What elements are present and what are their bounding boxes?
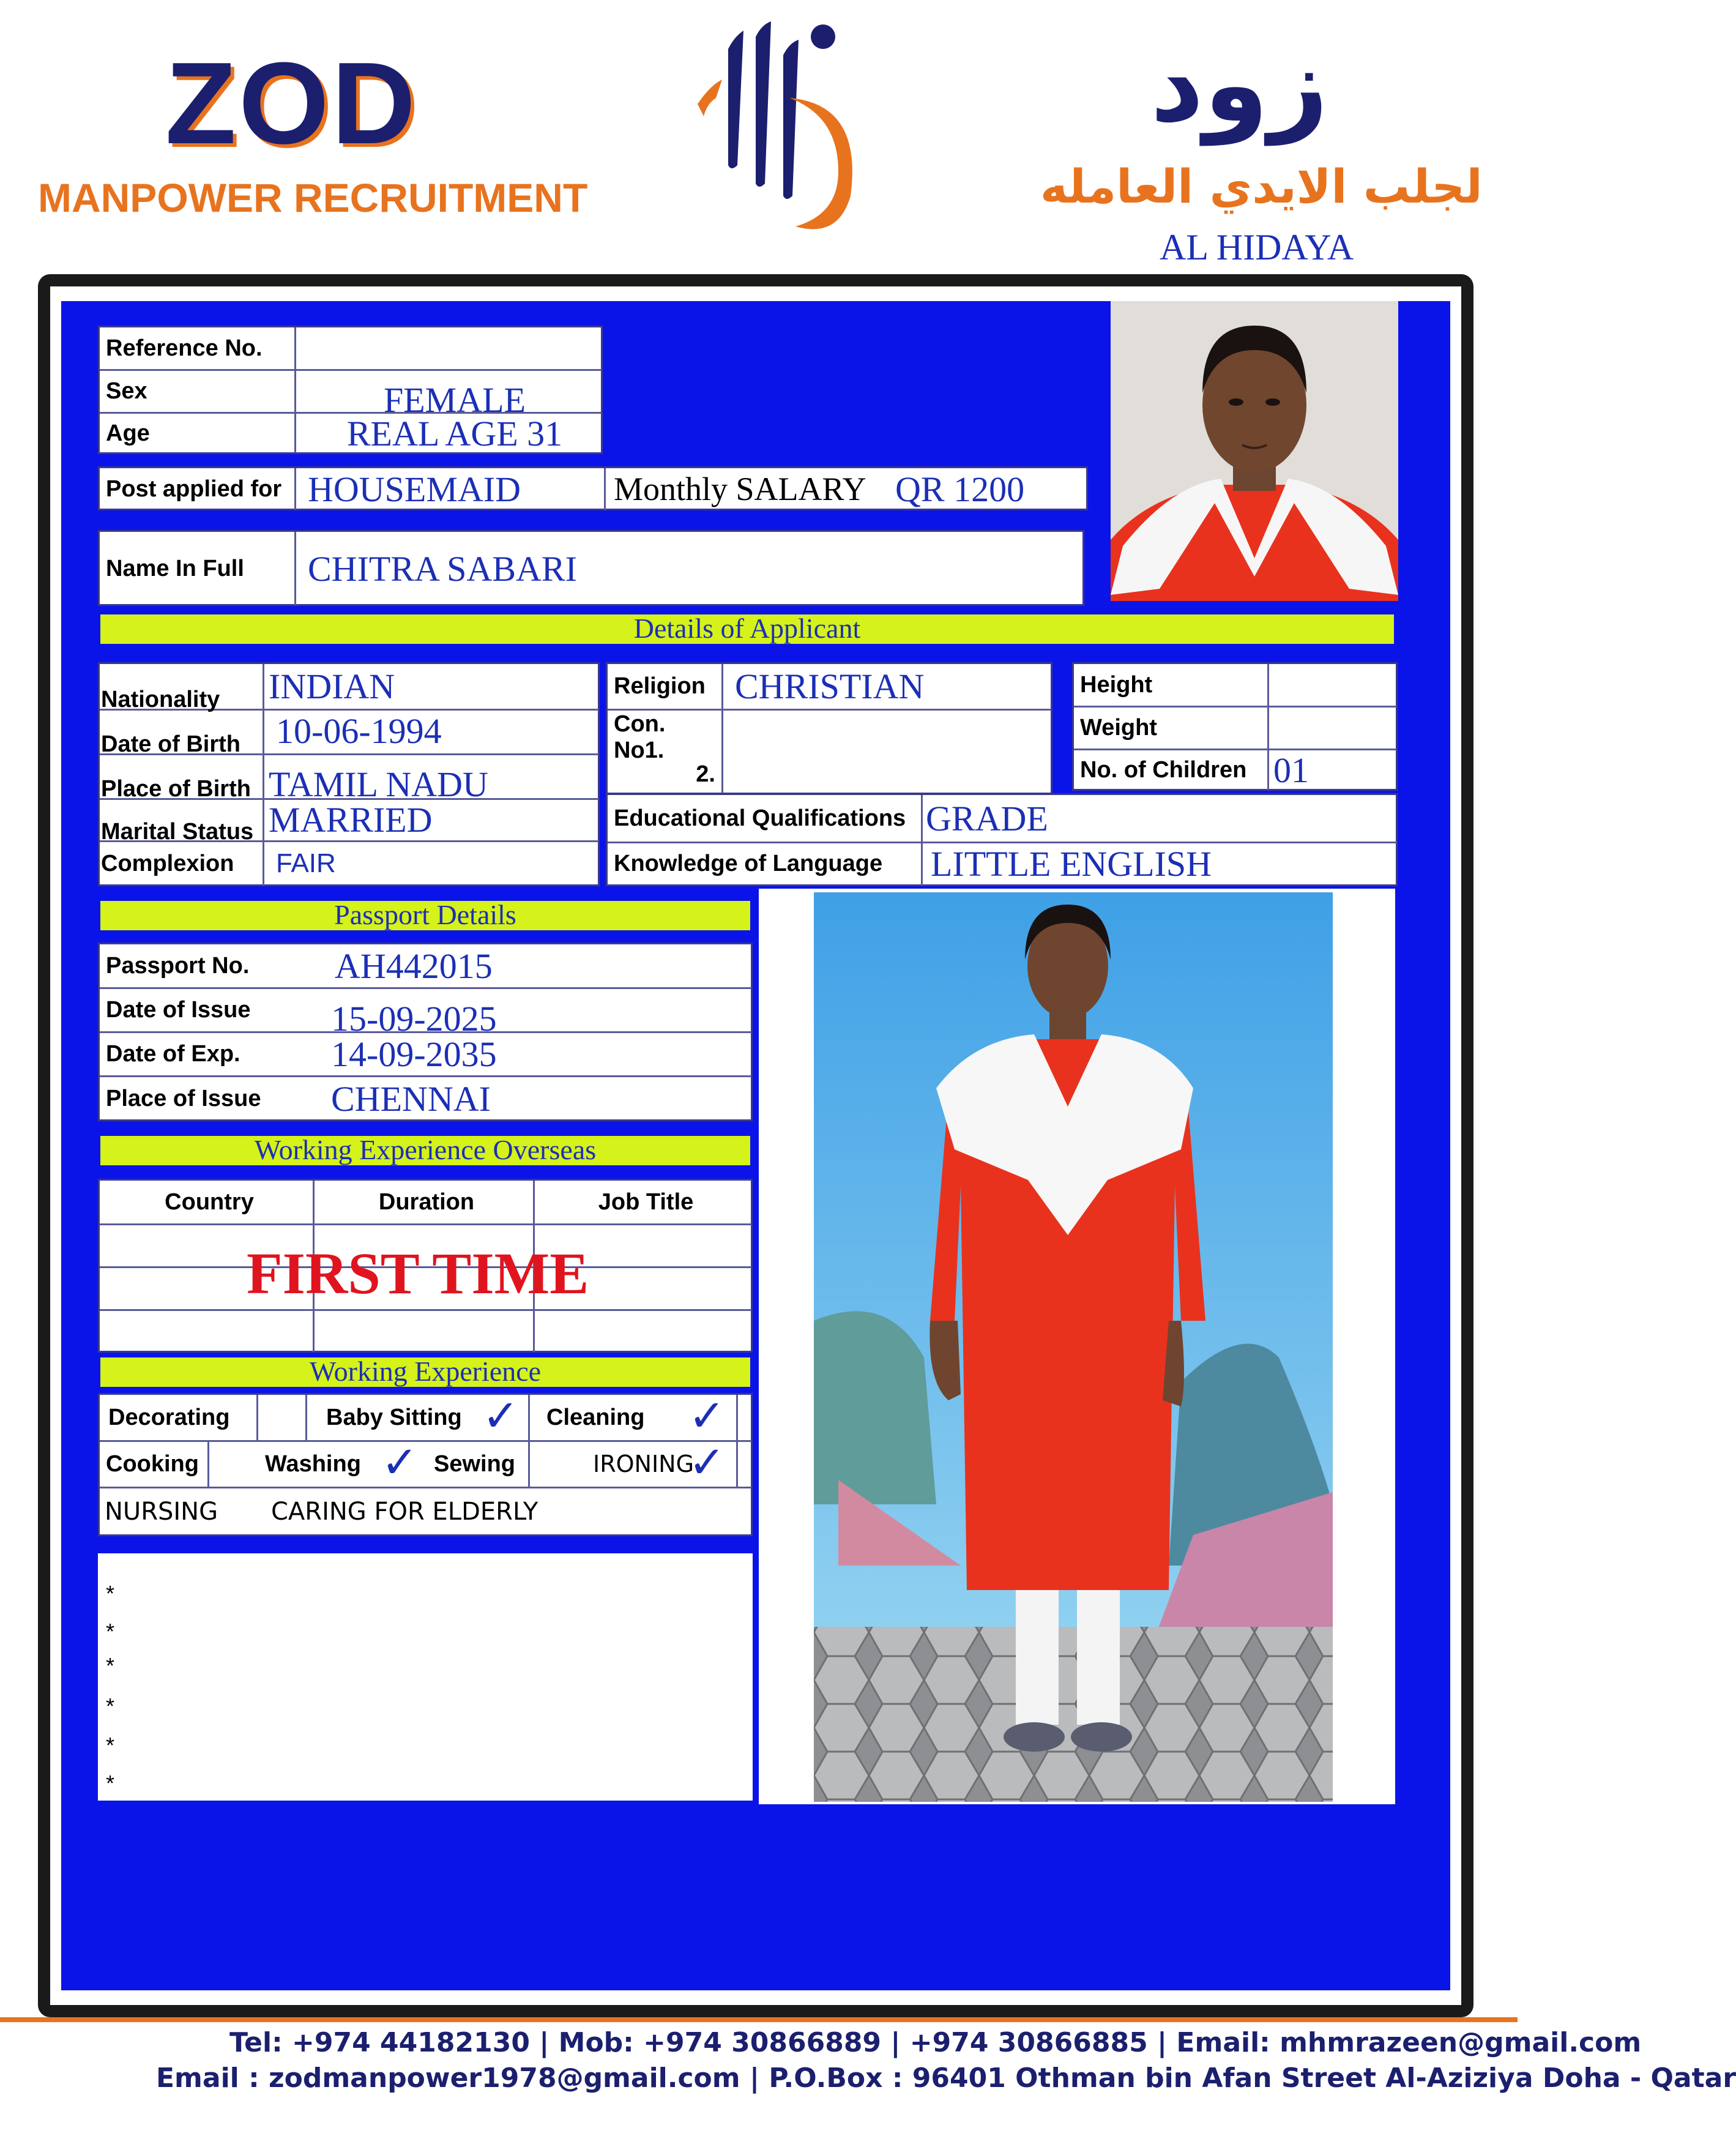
brand-logo-text: ZOD xyxy=(165,39,419,168)
decorating-label: Decorating xyxy=(108,1404,230,1430)
note-bullet: * xyxy=(106,1733,115,1758)
pob-label: Place of Birth xyxy=(101,776,251,802)
name-row xyxy=(98,530,1084,606)
language-label: Knowledge of Language xyxy=(614,850,883,876)
post-value: HOUSEMAID xyxy=(308,469,521,509)
weight-value xyxy=(1268,707,1391,749)
cleaning-check-icon: ✓ xyxy=(688,1390,726,1441)
age-label: Age xyxy=(106,420,150,446)
experience-section-title: Working Experience xyxy=(98,1355,753,1389)
post-label: Post applied for xyxy=(106,476,282,502)
baby-sitting-label: Baby Sitting xyxy=(326,1404,462,1430)
con2-label: 2. xyxy=(696,761,715,787)
duration-header: Duration xyxy=(378,1189,475,1215)
reference-label: Reference No. xyxy=(106,335,263,361)
note-bullet: * xyxy=(106,1653,115,1678)
arabic-tagline: لجلب الايدي العامله xyxy=(1040,159,1483,214)
footer-contact-line2: Email : zodmanpower1978@gmail.com | P.O.Box : 96401 Othman bin Afan Street Al-Aziziya Doha - Qatar xyxy=(156,2063,1736,2094)
company-logo-icon xyxy=(685,12,869,245)
education-label: Educational Qualifications xyxy=(614,805,906,831)
ironing-check-icon: ✓ xyxy=(688,1436,726,1488)
first-time-note: FIRST TIME xyxy=(247,1240,589,1306)
salary-value: QR 1200 xyxy=(895,469,1025,509)
note-bullet: * xyxy=(106,1619,115,1644)
issue-date-value: 15-09-2025 xyxy=(331,998,497,1039)
education-value: GRADE xyxy=(926,798,1048,838)
footer-divider xyxy=(0,2017,1518,2022)
brand-tagline: MANPOWER RECRUITMENT xyxy=(38,175,588,220)
ironing-label: IRONING xyxy=(593,1451,695,1477)
nationality-value: INDIAN xyxy=(269,667,395,706)
identity-table xyxy=(98,326,603,454)
caring-label: CARING FOR ELDERLY xyxy=(271,1498,538,1526)
children-label: No. of Children xyxy=(1080,756,1247,783)
place-issue-label: Place of Issue xyxy=(106,1085,261,1111)
passport-table xyxy=(98,943,753,1121)
experience-table xyxy=(98,1390,753,1536)
age-value: REAL AGE 31 xyxy=(346,413,563,454)
name-label: Name In Full xyxy=(106,555,244,581)
name-value: CHITRA SABARI xyxy=(308,548,577,589)
full-body-photo xyxy=(814,892,1333,1802)
post-row xyxy=(98,466,1088,510)
washing-label: Washing xyxy=(265,1451,361,1477)
religion-label: Religion xyxy=(614,673,706,699)
washing-check-icon: ✓ xyxy=(381,1436,419,1488)
nursing-label: NURSING xyxy=(105,1498,218,1526)
passport-section-title: Passport Details xyxy=(98,898,753,933)
weight-label: Weight xyxy=(1080,714,1157,741)
sex-value: FEMALE xyxy=(384,379,526,420)
religion-table xyxy=(606,662,1052,794)
overseas-table xyxy=(98,1179,753,1353)
height-label: Height xyxy=(1080,671,1153,698)
baby-sitting-check-icon: ✓ xyxy=(482,1390,520,1441)
dob-label: Date of Birth xyxy=(101,731,240,757)
education-table xyxy=(606,793,1398,886)
note-bullet: * xyxy=(106,1771,115,1796)
cooking-label: Cooking xyxy=(106,1451,199,1477)
note-bullet: * xyxy=(106,1693,115,1719)
place-issue-value: CHENNAI xyxy=(331,1078,491,1119)
marital-label: Marital Status xyxy=(101,819,254,845)
language-value: LITTLE ENGLISH xyxy=(931,843,1212,884)
country-header: Country xyxy=(165,1189,254,1215)
height-value xyxy=(1268,664,1391,706)
religion-value: CHRISTIAN xyxy=(735,667,925,706)
sub-brand: AL HIDAYA xyxy=(1160,227,1354,267)
sewing-label: Sewing xyxy=(434,1451,516,1477)
dob-value: 10-06-1994 xyxy=(276,711,442,751)
note-bullet: * xyxy=(106,1581,115,1606)
passport-no-label: Passport No. xyxy=(106,952,250,979)
cleaning-label: Cleaning xyxy=(546,1404,645,1430)
notes-box xyxy=(98,1553,753,1801)
physical-table xyxy=(1072,662,1398,791)
complexion-value: FAIR xyxy=(276,848,336,878)
arabic-brand: زود xyxy=(1150,24,1328,146)
children-value: 01 xyxy=(1273,750,1309,790)
overseas-section-title: Working Experience Overseas xyxy=(98,1133,753,1168)
passport-no-value: AH442015 xyxy=(335,946,493,986)
exp-date-value: 14-09-2035 xyxy=(331,1034,497,1074)
complexion-label: Complexion xyxy=(101,850,234,876)
reference-value xyxy=(296,327,602,369)
personal-details-table xyxy=(98,662,600,886)
issue-date-label: Date of Issue xyxy=(106,996,251,1023)
job-title-header: Job Title xyxy=(598,1189,694,1215)
exp-date-label: Date of Exp. xyxy=(106,1040,240,1067)
marital-value: MARRIED xyxy=(269,800,433,840)
salary-label: Monthly SALARY xyxy=(614,471,866,507)
con1-label: Con. No1. xyxy=(614,711,666,763)
details-section-title: Details of Applicant xyxy=(98,612,1396,646)
portrait-photo xyxy=(1111,301,1398,601)
nationality-label: Nationality xyxy=(101,687,220,712)
sex-label: Sex xyxy=(106,378,147,404)
footer-contact-line1: Tel: +974 44182130 | Mob: +974 30866889 | +974 30866885 | Email: mhmrazeen@gmail.com xyxy=(229,2027,1642,2058)
pob-value: TAMIL NADU xyxy=(269,764,488,804)
